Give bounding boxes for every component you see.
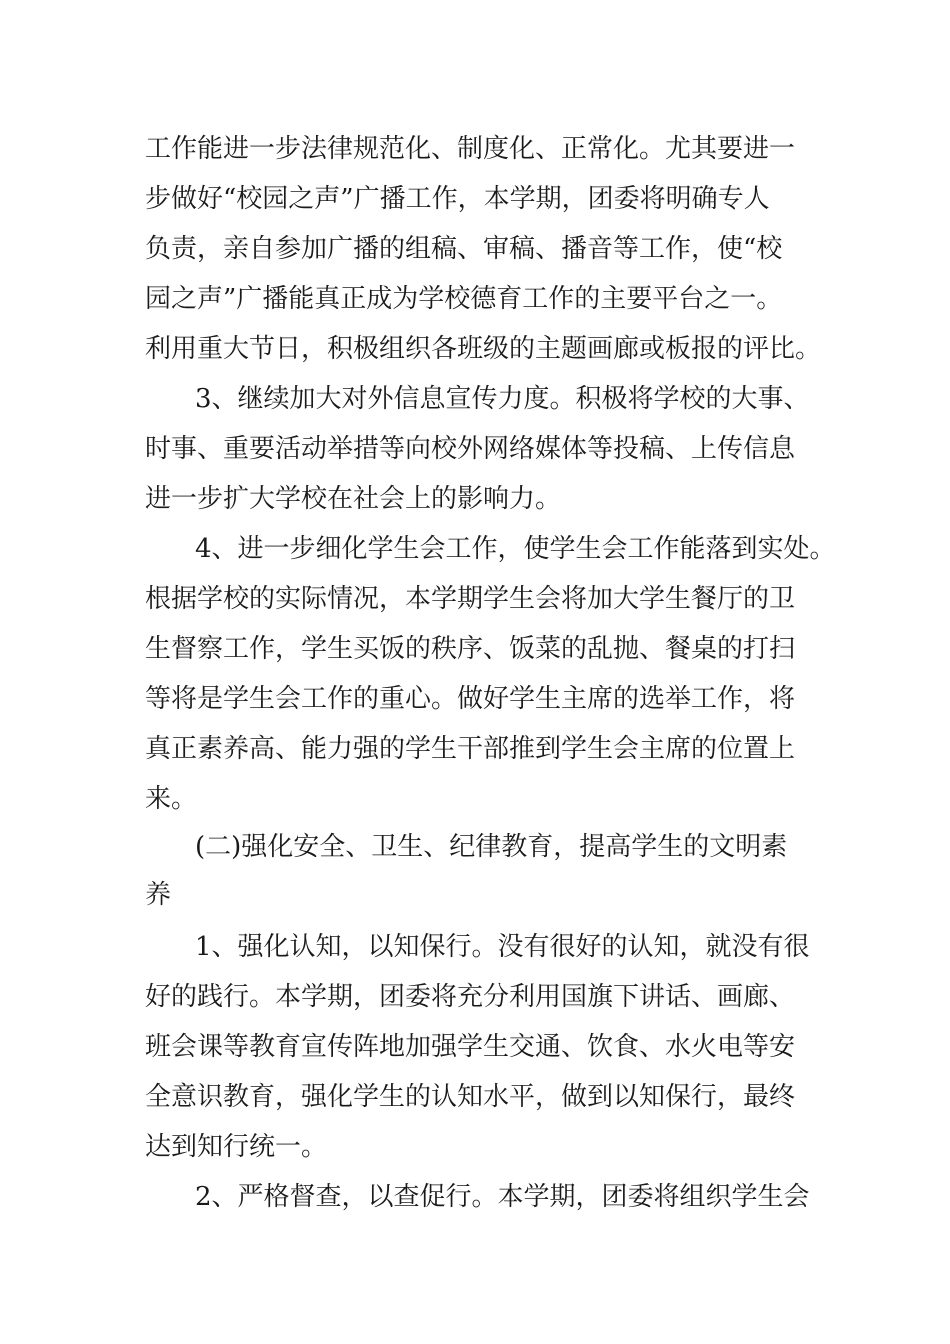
text-line: 工作能进一步法律规范化、制度化、正常化。尤其要进一: [145, 134, 796, 164]
text-line: 达到知行统一。: [145, 1132, 328, 1162]
text-line: 等将是学生会工作的重心。做好学生主席的选举工作，将: [145, 684, 796, 714]
text-line: 好的践行。本学期，团委将充分利用国旗下讲话、画廊、: [145, 982, 796, 1012]
text-line: 根据学校的实际情况，本学期学生会将加大学生餐厅的卫: [145, 584, 796, 614]
text-line: 班会课等教育宣传阵地加强学生交通、饮食、水火电等安: [145, 1032, 796, 1062]
text-line: 利用重大节日，积极组织各班级的主题画廊或板报的评比。: [145, 334, 822, 364]
paragraph-start-line: 2、严格督查，以查促行。本学期，团委将组织学生会: [195, 1182, 810, 1212]
text-line: 进一步扩大学校在社会上的影响力。: [145, 484, 562, 514]
text-line: 生督察工作，学生买饭的秩序、饭菜的乱抛、餐桌的打扫: [145, 634, 796, 664]
text-line: 时事、重要活动举措等向校外网络媒体等投稿、上传信息: [145, 434, 796, 464]
text-line: 真正素养高、能力强的学生干部推到学生会主席的位置上: [145, 734, 796, 764]
text-line: 园之声”广播能真正成为学校德育工作的主要平台之一。: [145, 284, 783, 314]
paragraph-start-line: 3、继续加大对外信息宣传力度。积极将学校的大事、: [195, 384, 810, 414]
text-line: 步做好“校园之声”广播工作，本学期，团委将明确专人: [145, 184, 770, 214]
section-heading-line: (二)强化安全、卫生、纪律教育，提高学生的文明素: [195, 832, 788, 862]
paragraph-start-line: 4、进一步细化学生会工作，使学生会工作能落到实处。: [195, 534, 836, 564]
section-heading-line: 养: [145, 880, 172, 910]
text-line: 来。: [145, 784, 198, 814]
text-line: 全意识教育，强化学生的认知水平，做到以知保行，最终: [145, 1082, 796, 1112]
paragraph-start-line: 1、强化认知，以知保行。没有很好的认知，就没有很: [195, 932, 810, 962]
text-line: 负责，亲自参加广播的组稿、审稿、播音等工作，使“校: [145, 234, 783, 264]
